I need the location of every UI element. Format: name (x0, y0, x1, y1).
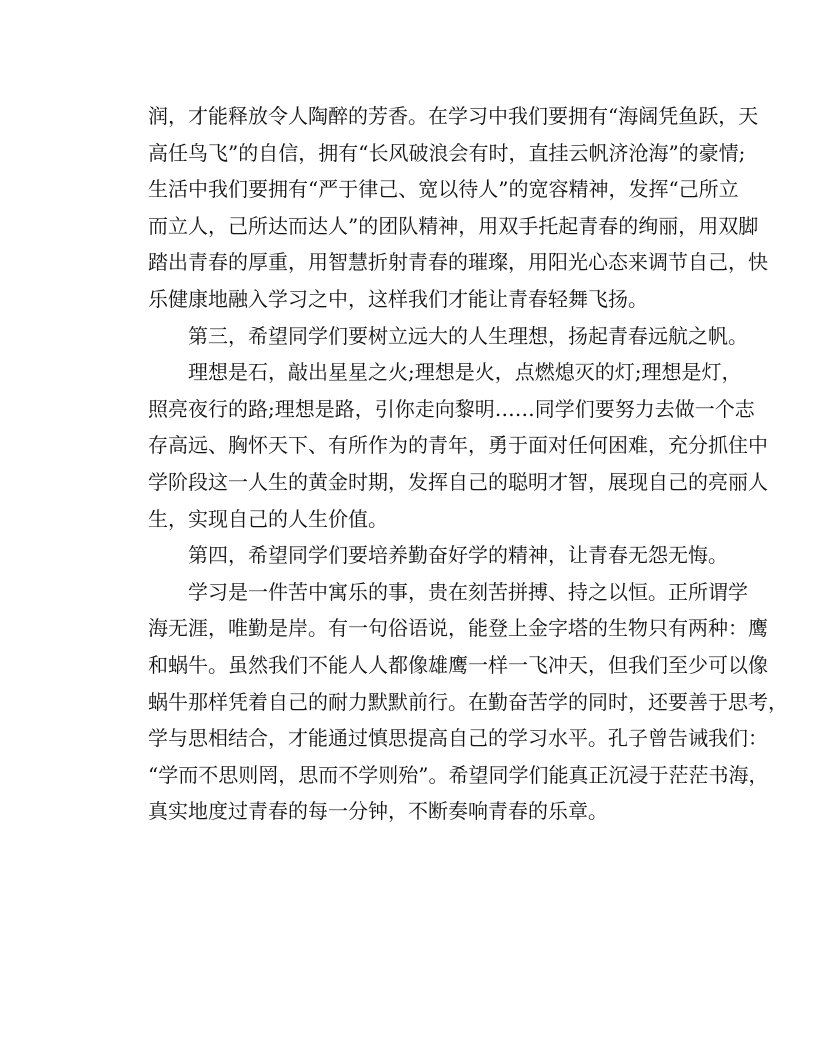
text-line: 高任鸟飞”的自信，拥有“长风破浪会有时，直挂云帆济沧海”的豪情; (148, 140, 746, 165)
text-line: 学与思相结合，才能通过慎思提高自己的学习水平。孔子曾告诫我们： (148, 726, 768, 751)
text-line: 润，才能释放令人陶醉的芳香。在学习中我们要拥有“海阔凭鱼跃，天 (148, 104, 759, 128)
text-line: 生，实现自己的人生价值。 (148, 506, 388, 531)
text-line: 踏出青春的厚重，用智慧折射青春的璀璨，用阳光心态来调节自己，快 (148, 250, 768, 275)
text-line: “学而不思则罔，思而不学则殆”。希望同学们能真正沉浸于茫茫书海， (148, 762, 769, 787)
text-line: 生活中我们要拥有“严于律己、宽以待人”的宽容精神，发挥“己所立 (148, 177, 739, 202)
text-line: 照亮夜行的路;理想是路，引你走向黎明……同学们要努力去做一个志 (148, 396, 755, 421)
text-line: 存高远、胸怀天下、有所作为的青年，勇于面对任何困难，充分抓住中 (148, 433, 768, 458)
text-line: 和蜗牛。虽然我们不能人人都像雄鹰一样一飞冲天，但我们至少可以像 (148, 652, 768, 677)
text-line: 海无涯，唯勤是岸。有一句俗语说，能登上金字塔的生物只有两种：鹰 (148, 616, 768, 641)
text-line: 乐健康地融入学习之中，这样我们才能让青春轻舞飞扬。 (148, 286, 648, 311)
section-heading-third: 第三，希望同学们要树立远大的人生理想，扬起青春远航之帆。 (188, 323, 748, 348)
text-line: 真实地度过青春的每一分钟，不断奏响青春的乐章。 (148, 799, 608, 824)
section-heading-fourth: 第四，希望同学们要培养勤奋好学的精神，让青春无怨无悔。 (188, 543, 728, 568)
text-line: 而立人，己所达而达人”的团队精神，用双手托起青春的绚丽，用双脚 (148, 213, 759, 238)
text-line: 学阶段这一人生的黄金时期，发挥自己的聪明才智，展现自己的亮丽人 (148, 469, 768, 494)
text-line: 学习是一件苦中寓乐的事，贵在刻苦拼搏、持之以恒。正所谓学 (188, 579, 748, 604)
text-line: 蜗牛那样凭着自己的耐力默默前行。在勤奋苦学的同时，还要善于思考， (148, 689, 788, 714)
body-text (148, 98, 788, 830)
text-line: 理想是石，敲出星星之火;理想是火，点燃熄灭的灯;理想是灯， (188, 360, 742, 385)
